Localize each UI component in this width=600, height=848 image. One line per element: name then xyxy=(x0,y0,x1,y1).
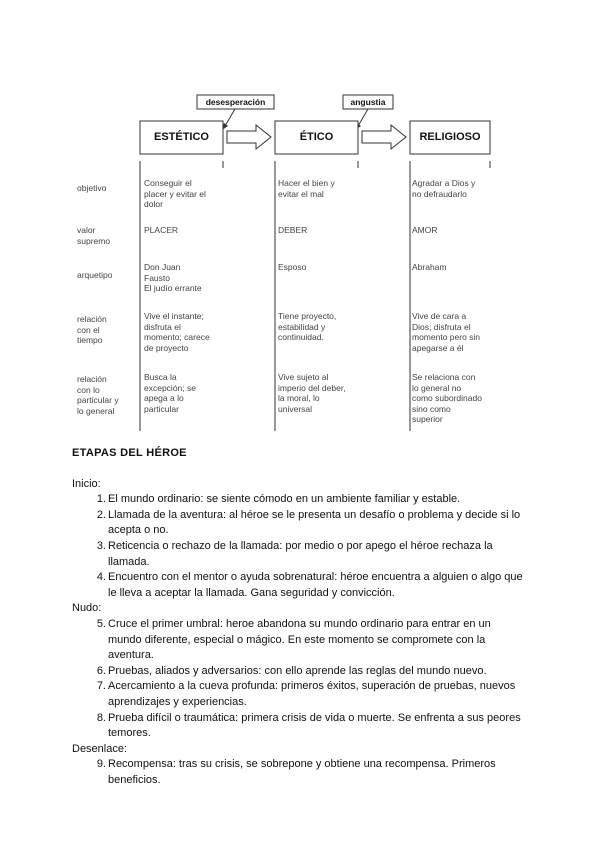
diagram-cell-line: apega a lo xyxy=(144,393,184,403)
list-item-text: El mundo ordinario: se siente cómodo en un ambiente familiar y estable. xyxy=(108,493,461,506)
diagram-cell-line: la moral, lo xyxy=(278,393,320,403)
list-item-number: 4. xyxy=(96,571,106,584)
diagram-cell xyxy=(144,372,228,414)
list-item-text: aventura. xyxy=(108,649,154,662)
row-label-line: tiempo xyxy=(77,335,103,345)
list-item-number: 9. xyxy=(96,758,106,771)
diagram-cell-line: Tiene proyecto, xyxy=(278,311,337,321)
list-item xyxy=(72,492,542,508)
section-label: Nudo: xyxy=(72,602,102,615)
list-item-text: Llamada de la aventura: al héroe se le presenta un desafío o problema y decide si lo xyxy=(108,508,521,521)
list-item-text: le lleva a aceptar la llamada. Gana seguridad y convicción. xyxy=(108,586,395,599)
row-label xyxy=(77,225,110,246)
diagram-cell xyxy=(412,262,496,273)
list-item-text: Reticencia o rechazo de la llamada: por medio o por apego el héroe rechaza la xyxy=(108,539,493,552)
row-label-line: objetivo xyxy=(77,183,107,193)
row-label xyxy=(77,183,106,194)
diagram-cell xyxy=(412,372,496,425)
row-label-line: con lo xyxy=(77,384,100,395)
diagram-cell-line: superior xyxy=(412,414,443,424)
diagram-cell-line: imperio del deber, xyxy=(278,382,346,393)
row-label-line: arquetipo xyxy=(77,270,113,280)
diagram-cell-line: lo general no xyxy=(412,382,462,393)
hero-stages-document xyxy=(72,446,542,788)
list-item-number: 3. xyxy=(96,539,106,552)
diagram-cell-line: universal xyxy=(278,403,313,414)
row-label xyxy=(77,270,112,281)
diagram-cell-line: El judío errante xyxy=(144,283,202,293)
diagram-cell-line: Vive el instante; xyxy=(144,311,204,321)
diagram-cell-line: evitar el mal xyxy=(278,188,324,199)
diagram-cell xyxy=(412,311,496,353)
stage-title-etico: ÉTICO xyxy=(299,131,334,143)
diagram-cell-line: Dios; disfruta el xyxy=(412,321,471,332)
row-label-line: lo general xyxy=(77,405,115,416)
document-sections xyxy=(72,477,542,789)
diagram-cell-line: Agradar a Dios y xyxy=(412,178,476,188)
list-item-text: Prueba difícil o traumática: primera crisis de vida o muerte. Se enfrenta a sus peores xyxy=(108,711,521,724)
arrow-etico-religioso xyxy=(362,125,406,149)
diagram-cell-line: dolor xyxy=(144,199,163,209)
list-item-text: llamada. xyxy=(108,555,150,568)
stage-list xyxy=(72,492,542,601)
row-label-line: relación xyxy=(77,314,107,324)
diagram-cell-line: disfruta el xyxy=(144,321,181,332)
diagram-cell-line: de proyecto xyxy=(144,342,189,353)
list-item xyxy=(72,617,542,664)
list-item-number: 7. xyxy=(96,680,106,693)
stage-title-religioso: RELIGIOSO xyxy=(419,131,481,143)
section-label: Desenlace: xyxy=(72,742,128,755)
diagram-cell-line: Vive sujeto al xyxy=(278,372,329,382)
diagram-cell xyxy=(412,178,496,199)
list-item-text: Cruce el primer umbral: heroe abandona su mundo ordinario para entrar en un xyxy=(108,617,491,630)
diagram-cell-line: momento; carece xyxy=(144,332,210,342)
tag-pointer-desesperacion xyxy=(225,109,235,126)
list-item xyxy=(72,679,542,710)
diagram-cell-line: Esposo xyxy=(278,262,307,272)
row-label xyxy=(77,314,107,346)
diagram-cell-line: sino como xyxy=(412,403,451,414)
list-item xyxy=(72,711,542,742)
diagram-cell-line: PLACER xyxy=(144,225,179,235)
list-item-text: temores. xyxy=(108,727,151,740)
list-item-number: 6. xyxy=(96,664,106,677)
diagram-cell xyxy=(144,262,228,294)
diagram-cell-line: Vive de cara a xyxy=(412,311,467,321)
diagram-cell-line: DEBER xyxy=(278,225,308,235)
stage-list xyxy=(72,617,542,742)
list-item xyxy=(72,539,542,570)
row-label-line: valor xyxy=(77,225,96,235)
diagram-cell-line: como subordinado xyxy=(412,393,482,403)
list-item-text: acepta o no. xyxy=(108,524,169,537)
list-item-text: mundo diferente, especial o mágico. En este momento se compromete con la xyxy=(108,633,486,646)
list-item-number: 2. xyxy=(96,508,106,521)
diagram-cell-line: Don Juan xyxy=(144,262,181,272)
diagram-cell-line: continuidad. xyxy=(278,332,324,342)
diagram-cell xyxy=(412,225,496,236)
list-item-text: Acercamiento a la cueva profunda: primeros éxitos, superación de pruebas, nuevos xyxy=(108,680,516,693)
list-item xyxy=(72,664,542,680)
diagram-cell-line: particular xyxy=(144,403,179,414)
diagram-cell xyxy=(144,178,228,210)
tag-pointer-angustia xyxy=(358,109,368,126)
diagram-cell-line: Fausto xyxy=(144,272,170,283)
stage-list xyxy=(72,757,542,788)
row-label-line: relación xyxy=(77,374,107,384)
row-label-line: supremo xyxy=(77,235,111,246)
diagram-cell xyxy=(278,262,362,273)
diagram-cell-line: momento pero sin xyxy=(412,332,481,342)
list-item-number: 8. xyxy=(96,711,106,724)
diagram-cell-line: placer y evitar el xyxy=(144,188,206,199)
list-item-text: Recompensa: tras su crisis, se sobrepone y obtiene una recompensa. Primeros xyxy=(108,758,496,771)
diagram-cell-line: no defraudarlo xyxy=(412,188,467,199)
row-label xyxy=(77,374,119,416)
list-item xyxy=(72,570,542,601)
document-title: ETAPAS DEL HÉROE xyxy=(72,447,187,459)
diagram-cell xyxy=(278,225,362,236)
diagram-cell-line: estabilidad y xyxy=(278,321,326,332)
diagram-cell-line: Hacer el bien y xyxy=(278,178,335,188)
arrow-estetico-etico xyxy=(227,125,271,149)
tag-angustia: angustia xyxy=(350,97,386,107)
tag-desesperacion: desesperación xyxy=(205,97,266,107)
diagram-cell-line: AMOR xyxy=(412,225,438,235)
diagram-cell xyxy=(278,311,362,343)
list-item-text: beneficios. xyxy=(108,773,161,786)
diagram-cell-line: excepción; se xyxy=(144,382,196,393)
list-item xyxy=(72,757,542,788)
diagram-cell-line: apegarse a él xyxy=(412,342,464,353)
list-item-text: Pruebas, aliados y adversarios: con ello aprende las reglas del mundo nuevo. xyxy=(108,664,487,677)
list-item-text: Encuentro con el mentor o ayuda sobrenatural: héroe encuentra a alguien o algo que xyxy=(108,571,523,584)
diagram-cell xyxy=(278,178,362,199)
section-label: Inicio: xyxy=(72,477,101,490)
diagram-cell-line: Se relaciona con xyxy=(412,372,476,382)
diagram-cell-line: Abraham xyxy=(412,262,447,272)
diagram-cell xyxy=(144,225,228,236)
stage-title-estetico: ESTÉTICO xyxy=(153,131,209,143)
list-item-number: 1. xyxy=(96,493,106,506)
diagram-cell xyxy=(144,311,228,353)
list-item-text: aprendizajes y experiencias. xyxy=(108,695,247,708)
list-item-number: 5. xyxy=(96,617,106,630)
diagram-cell xyxy=(278,372,362,414)
diagram-cell-line: Busca la xyxy=(144,372,177,382)
list-item xyxy=(72,508,542,539)
row-label-line: con el xyxy=(77,324,100,335)
diagram-cell-line: Conseguir el xyxy=(144,178,192,188)
row-label-line: particular y xyxy=(77,395,119,405)
